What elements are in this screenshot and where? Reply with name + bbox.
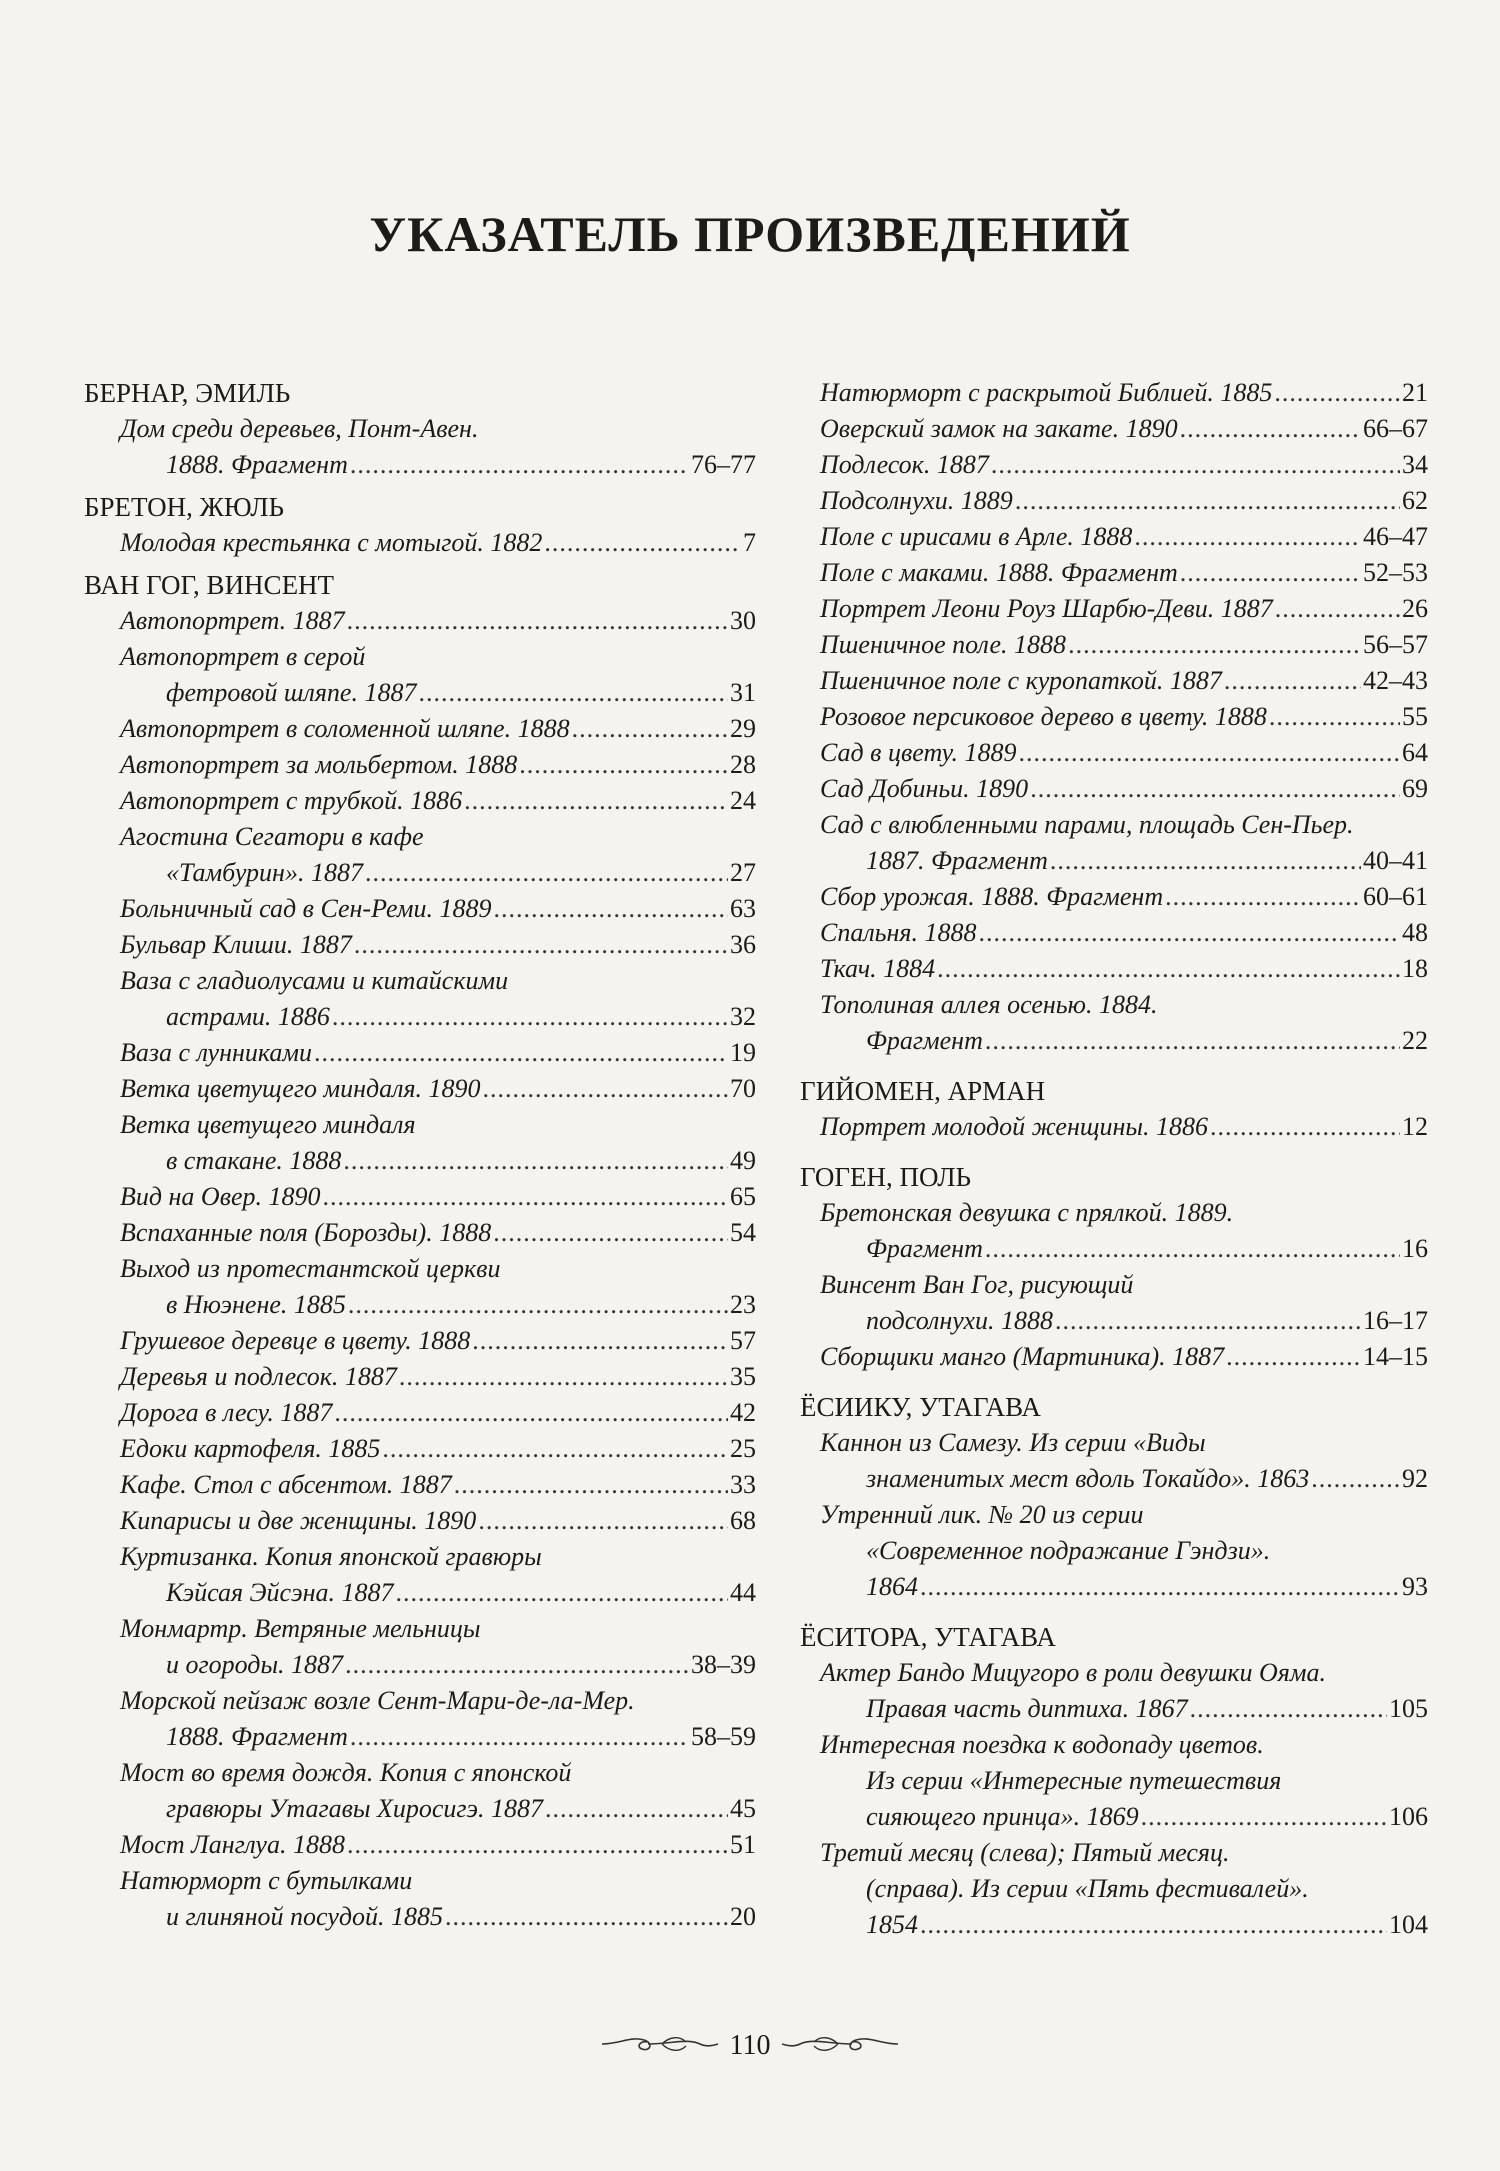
dot-leader bbox=[445, 1899, 728, 1935]
dot-leader bbox=[1055, 1303, 1361, 1339]
entry-title: Оверский замок на закате. 1890 bbox=[820, 414, 1178, 443]
index-entry bbox=[120, 1215, 756, 1251]
entry-title: Натюрморт с раскрытой Библией. 1885 bbox=[820, 378, 1273, 407]
dot-leader bbox=[1180, 555, 1361, 591]
page-ref: 30 bbox=[730, 606, 756, 635]
dot-leader bbox=[1226, 1339, 1361, 1375]
page-ref: 24 bbox=[730, 786, 756, 815]
index-entry bbox=[120, 711, 756, 747]
index-entry bbox=[820, 1835, 1428, 1943]
dot-leader bbox=[1274, 375, 1400, 411]
dot-leader bbox=[1141, 1799, 1387, 1835]
dot-leader bbox=[979, 915, 1401, 951]
dot-leader bbox=[350, 447, 689, 483]
dot-leader bbox=[544, 525, 741, 561]
index-entry bbox=[820, 447, 1428, 483]
dot-leader bbox=[483, 1071, 728, 1107]
entry-title-line: Винсент Ван Гог, рисующий bbox=[820, 1270, 1134, 1299]
artist-heading: ЁСИИКУ, УТАГАВА bbox=[800, 1392, 1041, 1422]
page-ref: 69 bbox=[1402, 774, 1428, 803]
index-entry bbox=[820, 771, 1428, 807]
entry-title: Пшеничное поле. 1888 bbox=[820, 630, 1067, 659]
entry-title-line: Выход из протестантской церкви bbox=[120, 1254, 501, 1283]
entry-title-line: «Современное подражание Гэндзи». bbox=[866, 1536, 1271, 1565]
page-ref: 55 bbox=[1402, 702, 1428, 731]
entry-title: и глиняной посудой. 1885 bbox=[166, 1902, 443, 1931]
index-entry bbox=[120, 963, 756, 1035]
dot-leader bbox=[382, 1431, 728, 1467]
page-ref: 52–53 bbox=[1363, 558, 1428, 587]
page-ref: 26 bbox=[1402, 594, 1428, 623]
entry-title: фетровой шляпе. 1887 bbox=[166, 678, 417, 707]
page-ref: 57 bbox=[730, 1326, 756, 1355]
dot-leader bbox=[347, 603, 728, 639]
entry-title: 1864 bbox=[866, 1572, 918, 1601]
dot-leader bbox=[1050, 843, 1361, 879]
entry-title: 1854 bbox=[866, 1910, 918, 1939]
entry-title: подсолнухи. 1888 bbox=[866, 1306, 1054, 1335]
index-entry bbox=[120, 1611, 756, 1683]
dot-leader bbox=[332, 999, 728, 1035]
index-entry bbox=[120, 1107, 756, 1179]
index-column-right bbox=[800, 375, 1428, 1943]
index-entry bbox=[120, 1683, 756, 1755]
index-entry bbox=[120, 747, 756, 783]
entry-title: Розовое персиковое дерево в цвету. 1888 bbox=[820, 702, 1267, 731]
index-entry bbox=[820, 519, 1428, 555]
index-entry bbox=[120, 1179, 756, 1215]
index-entry bbox=[120, 603, 756, 639]
entry-title-line: Интересная поездка к водопаду цветов. bbox=[820, 1730, 1264, 1759]
entry-title-line: Монмартр. Ветряные мельницы bbox=[120, 1614, 481, 1643]
page-ref: 21 bbox=[1402, 378, 1428, 407]
page-ref: 19 bbox=[730, 1038, 756, 1067]
index-entry bbox=[120, 1827, 756, 1863]
entry-title-line: Натюрморт с бутылками bbox=[120, 1866, 413, 1895]
page-ref: 51 bbox=[730, 1830, 756, 1859]
entry-title: Ткач. 1884 bbox=[820, 954, 936, 983]
index-entry bbox=[820, 591, 1428, 627]
index-entry bbox=[120, 1323, 756, 1359]
entry-title-line: (справа). Из серии «Пять фестивалей». bbox=[866, 1874, 1309, 1903]
page-ref: 54 bbox=[730, 1218, 756, 1247]
dot-leader bbox=[1030, 771, 1400, 807]
entry-title: в стакане. 1888 bbox=[166, 1146, 342, 1175]
dot-leader bbox=[314, 1035, 728, 1071]
page-ref: 93 bbox=[1402, 1572, 1428, 1601]
entry-title: Портрет молодой женщины. 1886 bbox=[820, 1112, 1209, 1141]
entry-title-line: Автопортрет в серой bbox=[120, 642, 366, 671]
entry-title: Фрагмент bbox=[866, 1234, 983, 1263]
entry-title-line: Дом среди деревьев, Понт-Авен. bbox=[120, 414, 479, 443]
dot-leader bbox=[399, 1359, 728, 1395]
dot-leader bbox=[920, 1907, 1387, 1943]
index-entry bbox=[120, 411, 756, 483]
entry-title-line: Ветка цветущего миндаля bbox=[120, 1110, 416, 1139]
page-ref: 16 bbox=[1402, 1234, 1428, 1263]
index-entry bbox=[820, 1267, 1428, 1339]
dot-leader bbox=[572, 711, 728, 747]
index-entry bbox=[820, 735, 1428, 771]
entry-title: Автопортрет за мольбертом. 1888 bbox=[120, 750, 518, 779]
page-ref: 44 bbox=[730, 1578, 756, 1607]
entry-title: Сбор урожая. 1888. Фрагмент bbox=[820, 882, 1164, 911]
index-entry bbox=[120, 1467, 756, 1503]
index-entry bbox=[820, 1727, 1428, 1835]
entry-title: Сад в цвету. 1889 bbox=[820, 738, 1017, 767]
entry-title: гравюры Утагавы Хиросигэ. 1887 bbox=[166, 1794, 544, 1823]
page-ref: 27 bbox=[730, 858, 756, 887]
dot-leader bbox=[493, 1215, 728, 1251]
index-entry bbox=[120, 1755, 756, 1827]
entry-title: Кафе. Стол с абсентом. 1887 bbox=[120, 1470, 452, 1499]
index-entry bbox=[120, 1539, 756, 1611]
entry-title: Подлесок. 1887 bbox=[820, 450, 989, 479]
entry-title: сияющего принца». 1869 bbox=[866, 1802, 1139, 1831]
page-ref: 38–39 bbox=[691, 1650, 756, 1679]
page-ref: 48 bbox=[1402, 918, 1428, 947]
index-entry bbox=[820, 483, 1428, 519]
dot-leader bbox=[323, 1179, 728, 1215]
artist-heading: БРЕТОН, ЖЮЛЬ bbox=[84, 492, 285, 522]
dot-leader bbox=[1134, 519, 1361, 555]
index-entry bbox=[820, 1655, 1428, 1727]
entry-title: Сборщики манго (Мартиника). 1887 bbox=[820, 1342, 1225, 1371]
page-ref: 104 bbox=[1389, 1910, 1428, 1939]
index-entry bbox=[120, 1395, 756, 1431]
entry-title-line: Ваза с гладиолусами и китайскими bbox=[120, 966, 509, 995]
page-ref: 34 bbox=[1402, 450, 1428, 479]
entry-title-line: Третий месяц (слева); Пятый месяц. bbox=[820, 1838, 1230, 1867]
page-ref: 25 bbox=[730, 1434, 756, 1463]
page-ref: 14–15 bbox=[1363, 1342, 1428, 1371]
entry-title: Автопортрет с трубкой. 1886 bbox=[120, 786, 463, 815]
page-ref: 49 bbox=[730, 1146, 756, 1175]
index-entry bbox=[820, 915, 1428, 951]
entry-title-line: Актер Бандо Мицугоро в роли девушки Ояма. bbox=[820, 1658, 1326, 1687]
index-entry bbox=[120, 1035, 756, 1071]
entry-title: Вспаханные поля (Борозды). 1888 bbox=[120, 1218, 492, 1247]
index-entry bbox=[820, 699, 1428, 735]
index-entry bbox=[820, 879, 1428, 915]
entry-title: Больничный сад в Сен-Реми. 1889 bbox=[120, 894, 492, 923]
dot-leader bbox=[345, 1647, 689, 1683]
dot-leader bbox=[454, 1467, 728, 1503]
entry-title-line: Агостина Сегатори в кафе bbox=[120, 822, 424, 851]
entry-title: Автопортрет. 1887 bbox=[120, 606, 345, 635]
dot-leader bbox=[1224, 663, 1361, 699]
entry-title: астрами. 1886 bbox=[166, 1002, 330, 1031]
artist-heading: ГИЙОМЕН, АРМАН bbox=[800, 1076, 1046, 1106]
index-entry bbox=[820, 555, 1428, 591]
entry-title: Фрагмент bbox=[866, 1026, 983, 1055]
index-entry bbox=[120, 819, 756, 891]
index-entry bbox=[820, 411, 1428, 447]
artist-heading: ЁСИТОРА, УТАГАВА bbox=[800, 1622, 1056, 1652]
flourish-left-icon bbox=[600, 2032, 720, 2061]
entry-title-line: Утренний лик. № 20 из серии bbox=[820, 1500, 1144, 1529]
page-ref: 20 bbox=[730, 1902, 756, 1931]
entry-title: Правая часть диптиха. 1867 bbox=[866, 1694, 1188, 1723]
index-entry bbox=[820, 1195, 1428, 1267]
page-ref: 22 bbox=[1402, 1026, 1428, 1055]
page-ref: 36 bbox=[730, 930, 756, 959]
entry-title-line: Бретонская девушка с прялкой. 1889. bbox=[820, 1198, 1234, 1227]
entry-title: Молодая крестьянка с мотыгой. 1882 bbox=[120, 528, 543, 557]
entry-title: Пшеничное поле с куропаткой. 1887 bbox=[820, 666, 1222, 695]
dot-leader bbox=[334, 1395, 728, 1431]
entry-title: Сад Добиньи. 1890 bbox=[820, 774, 1029, 803]
entry-title: Поле с ирисами в Арле. 1888 bbox=[820, 522, 1133, 551]
index-entry bbox=[820, 807, 1428, 879]
entry-title-line: Куртизанка. Копия японской гравюры bbox=[120, 1542, 542, 1571]
entry-title-line: Сад с влюбленными парами, площадь Сен-Пьер. bbox=[820, 810, 1354, 839]
entry-title: Бульвар Клиши. 1887 bbox=[120, 930, 352, 959]
dot-leader bbox=[1210, 1109, 1400, 1145]
index-entry bbox=[120, 1503, 756, 1539]
page-ref: 16–17 bbox=[1363, 1306, 1428, 1335]
entry-title: Портрет Леони Роуз Шарбю-Деви. 1887 bbox=[820, 594, 1273, 623]
artist-heading: БЕРНАР, ЭМИЛЬ bbox=[84, 378, 291, 408]
entry-title-line: Каннон из Самезу. Из серии «Виды bbox=[820, 1428, 1206, 1457]
index-entry bbox=[820, 987, 1428, 1059]
dot-leader bbox=[348, 1287, 728, 1323]
entry-title: и огороды. 1887 bbox=[166, 1650, 344, 1679]
dot-leader bbox=[347, 1827, 728, 1863]
entry-title: в Нюэнене. 1885 bbox=[166, 1290, 346, 1319]
page-ref: 28 bbox=[730, 750, 756, 779]
page-footer bbox=[0, 2030, 1500, 2062]
entry-title: Ваза с лунниками bbox=[120, 1038, 313, 1067]
dot-leader bbox=[985, 1023, 1400, 1059]
index-entry bbox=[820, 1339, 1428, 1375]
page-ref: 105 bbox=[1389, 1694, 1428, 1723]
page-ref: 58–59 bbox=[691, 1722, 756, 1751]
page-ref: 46–47 bbox=[1363, 522, 1428, 551]
index-entry bbox=[120, 639, 756, 711]
page-ref: 12 bbox=[1402, 1112, 1428, 1141]
dot-leader bbox=[1015, 483, 1400, 519]
entry-title-line: Мост во время дождя. Копия с японской bbox=[120, 1758, 572, 1787]
page-ref: 33 bbox=[730, 1470, 756, 1499]
dot-leader bbox=[472, 1323, 728, 1359]
dot-leader bbox=[985, 1231, 1400, 1267]
dot-leader bbox=[1311, 1461, 1400, 1497]
dot-leader bbox=[991, 447, 1400, 483]
flourish-right-icon bbox=[780, 2032, 900, 2061]
dot-leader bbox=[478, 1503, 728, 1539]
dot-leader bbox=[494, 891, 728, 927]
index-entry bbox=[820, 1109, 1428, 1145]
dot-leader bbox=[1180, 411, 1361, 447]
dot-leader bbox=[1068, 627, 1361, 663]
dot-leader bbox=[343, 1143, 728, 1179]
dot-leader bbox=[395, 1575, 728, 1611]
index-entry bbox=[120, 927, 756, 963]
page-ref: 42–43 bbox=[1363, 666, 1428, 695]
entry-title: Кипарисы и две женщины. 1890 bbox=[120, 1506, 477, 1535]
artist-heading: ГОГЕН, ПОЛЬ bbox=[800, 1162, 972, 1192]
entry-title: 1888. Фрагмент bbox=[166, 1722, 348, 1751]
entry-title: Дорога в лесу. 1887 bbox=[120, 1398, 333, 1427]
index-entry bbox=[120, 1431, 756, 1467]
page-ref: 70 bbox=[730, 1074, 756, 1103]
index-entry bbox=[120, 1359, 756, 1395]
dot-leader bbox=[350, 1719, 689, 1755]
page-ref: 63 bbox=[730, 894, 756, 923]
page-ref: 18 bbox=[1402, 954, 1428, 983]
entry-title: Деревья и подлесок. 1887 bbox=[120, 1362, 397, 1391]
dot-leader bbox=[418, 675, 728, 711]
page-ref: 106 bbox=[1389, 1802, 1428, 1831]
index-column-left bbox=[84, 375, 756, 1935]
dot-leader bbox=[365, 855, 728, 891]
index-entry bbox=[820, 951, 1428, 987]
index-entry bbox=[120, 525, 756, 561]
entry-title: 1888. Фрагмент bbox=[166, 450, 348, 479]
index-entry bbox=[120, 783, 756, 819]
page-ref: 64 bbox=[1402, 738, 1428, 767]
dot-leader bbox=[545, 1791, 728, 1827]
page-ref: 7 bbox=[743, 528, 756, 557]
entry-title-line: Из серии «Интересные путешествия bbox=[866, 1766, 1282, 1795]
index-entry bbox=[820, 627, 1428, 663]
dot-leader bbox=[1190, 1691, 1387, 1727]
entry-title: 1887. Фрагмент bbox=[866, 846, 1048, 875]
page-number: 110 bbox=[729, 2030, 771, 2061]
page-ref: 29 bbox=[730, 714, 756, 743]
entry-title: «Тамбурин». 1887 bbox=[166, 858, 363, 887]
page-ref: 68 bbox=[730, 1506, 756, 1535]
entry-title: Мост Ланглуа. 1888 bbox=[120, 1830, 345, 1859]
page-ref: 66–67 bbox=[1363, 414, 1428, 443]
entry-title: Едоки картофеля. 1885 bbox=[120, 1434, 381, 1463]
page-ref: 35 bbox=[730, 1362, 756, 1391]
entry-title: Вид на Овер. 1890 bbox=[120, 1182, 321, 1211]
entry-title: Ветка цветущего миндаля. 1890 bbox=[120, 1074, 481, 1103]
page-ref: 56–57 bbox=[1363, 630, 1428, 659]
page-ref: 45 bbox=[730, 1794, 756, 1823]
dot-leader bbox=[519, 747, 728, 783]
page-title: УКАЗАТЕЛЬ ПРОИЗВЕДЕНИЙ bbox=[369, 206, 1131, 262]
index-entry bbox=[820, 1497, 1428, 1605]
entry-title: Автопортрет в соломенной шляпе. 1888 bbox=[120, 714, 570, 743]
dot-leader bbox=[464, 783, 728, 819]
artist-heading: ВАН ГОГ, ВИНСЕНТ bbox=[84, 570, 335, 600]
index-entry bbox=[120, 1863, 756, 1935]
page-ref: 62 bbox=[1402, 486, 1428, 515]
page-ref: 65 bbox=[730, 1182, 756, 1211]
index-entry bbox=[820, 375, 1428, 411]
index-entry bbox=[820, 1425, 1428, 1497]
page-ref: 31 bbox=[730, 678, 756, 707]
page-ref: 92 bbox=[1402, 1464, 1428, 1493]
page-ref: 40–41 bbox=[1363, 846, 1428, 875]
dot-leader bbox=[1275, 591, 1400, 627]
entry-title: Подсолнухи. 1889 bbox=[820, 486, 1013, 515]
entry-title: Грушевое деревце в цвету. 1888 bbox=[120, 1326, 471, 1355]
entry-title: Поле с маками. 1888. Фрагмент bbox=[820, 558, 1178, 587]
dot-leader bbox=[937, 951, 1400, 987]
index-entry bbox=[820, 663, 1428, 699]
dot-leader bbox=[920, 1569, 1400, 1605]
entry-title: знаменитых мест вдоль Токайдо». 1863 bbox=[866, 1464, 1310, 1493]
dot-leader bbox=[1165, 879, 1361, 915]
page-ref: 42 bbox=[730, 1398, 756, 1427]
entry-title-line: Тополиная аллея осенью. 1884. bbox=[820, 990, 1158, 1019]
entry-title-line: Морской пейзаж возле Сент-Мари-де-ла-Мер. bbox=[120, 1686, 635, 1715]
index-entry bbox=[120, 891, 756, 927]
index-entry bbox=[120, 1071, 756, 1107]
page-ref: 76–77 bbox=[691, 450, 756, 479]
dot-leader bbox=[1269, 699, 1400, 735]
entry-title: Спальня. 1888 bbox=[820, 918, 977, 947]
index-entry bbox=[120, 1251, 756, 1323]
entry-title: Кэйсая Эйсэна. 1887 bbox=[166, 1578, 394, 1607]
page-ref: 60–61 bbox=[1363, 882, 1428, 911]
dot-leader bbox=[354, 927, 728, 963]
page-ref: 32 bbox=[730, 1002, 756, 1031]
page-ref: 23 bbox=[730, 1290, 756, 1319]
dot-leader bbox=[1018, 735, 1400, 771]
